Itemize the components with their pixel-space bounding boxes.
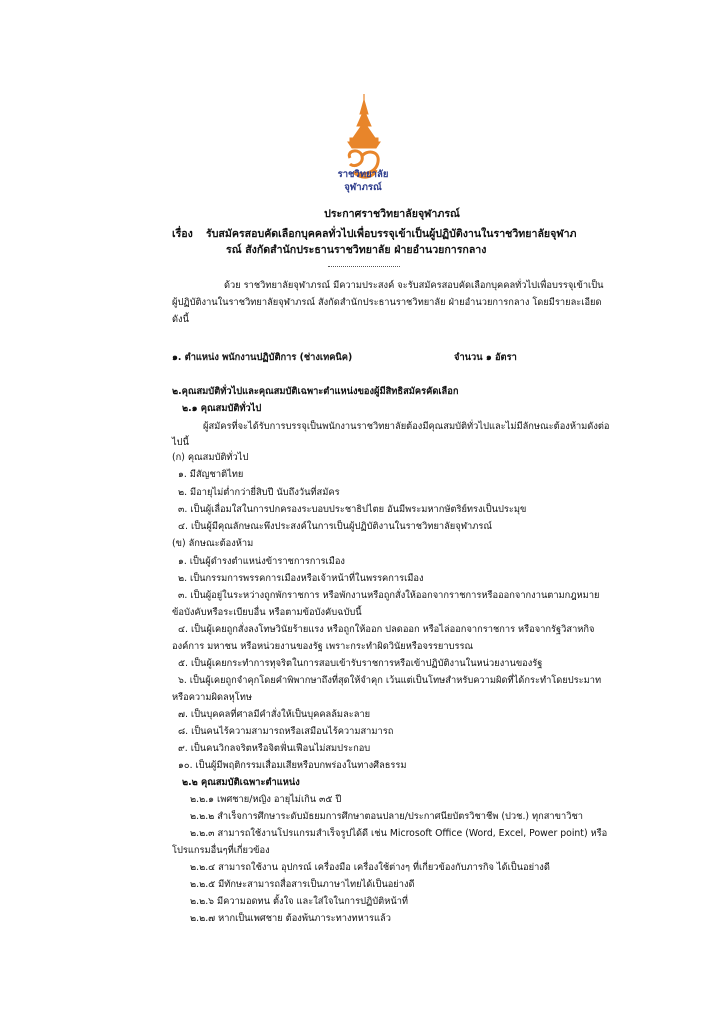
spec-item: ๒.๒.๔ สามารถใช้งาน อุปกรณ์ เครื่องมือ เครื่องใช้ต่างๆ ที่เกี่ยวข้องกับภารกิจ ได้เป็นอย่างดี [190,862,550,873]
group-b-item: ๖. เป็นผู้เคยถูกจำคุกโดยคำพิพากษาถึงที่สุดให้จำคุก เว้นแต่เป็นโทษสำหรับความผิดที่ได้กระทำโดยประมาท [178,675,602,686]
intro-line2: ผู้ปฏิบัติงานในราชวิทยาลัยจุฬาภรณ์ สังกัดสำนักประธานราชวิทยาลัย ฝ่ายอำนวยการกลาง โดยมีรายละเอียด [172,297,602,308]
group-b-item: ๒. เป็นกรรมการพรรคการเมืองหรือเจ้าหน้าที่ในพรรคการเมือง [178,573,424,584]
subject-tag: เรื่อง [172,228,193,240]
section2-1-intro-line1: ผู้สมัครที่จะได้รับการบรรจุเป็นพนักงานราชวิทยาลัยต้องมีคุณสมบัติทั่วไปและไม่มีลักษณะต้องห้ามดังต่อ [203,421,610,432]
section2-1-title: ๒.๑ คุณสมบัติทั่วไป [182,403,262,414]
subject-line1: รับสมัครสอบคัดเลือกบุคคลทั่วไปเพื่อบรรจุเข้าเป็นผู้ปฏิบัติงานในราชวิทยาลัยจุฬาภ [206,228,577,240]
group-b-item: ๘. เป็นคนไร้ความสามารถหรือเสมือนไร้ความสามารถ [178,726,394,737]
position-title: ๑. ตำแหน่ง พนักงานปฏิบัติการ (ช่างเทคนิค) [172,352,353,363]
section2-1-intro-line2: ไปนี้ [172,437,189,448]
group-b-item: ๗. เป็นบุคคลที่ศาลมีคำสั่งให้เป็นบุคคลล้มละลาย [178,709,371,720]
spec-item: ๒.๒.๕ มีทักษะสามารถสื่อสารเป็นภาษาไทยได้เป็นอย่างดี [190,879,415,890]
intro-line3: ดังนี้ [172,314,189,325]
group-b-title: (ข) ลักษณะต้องห้าม [172,538,254,549]
group-a-title: (ก) คุณสมบัติทั่วไป [172,452,249,463]
logo-text-line2: จุฬาภรณ์ [344,182,382,193]
group-a-item: ๒. มีอายุไม่ต่ำกว่ายี่สิบปี นับถึงวันที่สมัคร [178,487,340,498]
group-b-item: ๕. เป็นผู้เคยกระทำการทุจริตในการสอบเข้ารับราชการหรือเข้าปฏิบัติงานในหน่วยงานของรัฐ [178,658,543,669]
spec-item-cont: โปรแกรมอื่นๆที่เกี่ยวข้อง [172,845,270,856]
group-a-item: ๑. มีสัญชาติไทย [178,469,244,480]
spec-item: ๒.๒.๓ สามารถใช้งานโปรแกรมสำเร็จรูปได้ดี เช่น Microsoft Office (Word, Excel, Power point) หรือ [190,828,608,839]
group-a-item: ๓. เป็นผู้เลื่อมใสในการปกครองระบอบประชาธิปไตย อันมีพระมหากษัตริย์ทรงเป็นประมุข [178,504,527,515]
spec-item: ๒.๒.๒ สำเร็จการศึกษาระดับมัธยมการศึกษาตอนปลาย/ประกาศนียบัตรวิชาชีพ (ปวช.) ทุกสาขาวิชา [190,811,583,822]
announcement-title: ประกาศราชวิทยาลัยจุฬาภรณ์ [324,208,460,220]
intro-line1: ด้วย ราชวิทยาลัยจุฬาภรณ์ มีความประสงค์ จะรับสมัครสอบคัดเลือกบุคคลทั่วไปเพื่อบรรจุเข้าเป็น [224,280,604,291]
group-b-item-cont: ข้อบังคับหรือระเบียบอื่น หรือตามข้อบังคับฉบับนี้ [172,607,362,618]
logo-text-line1: ราชวิทยาลัย [337,169,389,180]
group-a-item: ๔. เป็นผู้มีคุณลักษณะพึงประสงค์ในการเป็นผู้ปฏิบัติงานในราชวิทยาลัยจุฬาภรณ์ [178,521,493,532]
subject-line2: รณ์ สังกัดสำนักประธานราชวิทยาลัย ฝ่ายอำนวยการกลาง [226,244,487,256]
divider [328,266,400,267]
group-b-item-cont: หรือความผิดลหุโทษ [172,692,253,703]
spec-item: ๒.๒.๖ มีความอดทน ตั้งใจ และใส่ใจในการปฏิบัติหน้าที่ [190,896,409,907]
group-b-item-cont: องค์การ มหาชน หรือหน่วยงานของรัฐ เพราะกระทำผิดวินัยหรือจรรยาบรรณ [172,641,474,652]
position-count: จำนวน ๑ อัตรา [454,352,517,363]
group-b-item: ๑. เป็นผู้ดำรงตำแหน่งข้าราชการการเมือง [178,556,345,567]
group-b-item: ๙. เป็นคนวิกลจริตหรือจิตฟั่นเฟือนไม่สมประกอบ [178,743,371,754]
section2-title: ๒.คุณสมบัติทั่วไปและคุณสมบัติเฉพาะตำแหน่งของผู้มีสิทธิสมัครคัดเลือก [172,386,459,397]
spec-item: ๒.๒.๑ เพศชาย/หญิง อายุไม่เกิน ๓๕ ปี [190,794,342,805]
group-b-item: ๔. เป็นผู้เคยถูกสั่งลงโทษวินัยร้ายแรง หรือถูกให้ออก ปลดออก หรือไล่ออกจากราชการ หรือจากรัฐวิสาหกิจ [178,624,595,635]
section2-2-title: ๒.๒ คุณสมบัติเฉพาะตำแหน่ง [182,777,300,788]
group-b-item: ๑๐. เป็นผู้มีพฤติกรรมเสื่อมเสียหรือบกพร่องในทางศีลธรรม [178,760,407,771]
spec-item: ๒.๒.๗ หากเป็นเพศชาย ต้องพ้นภาระทางทหารแล้ว [190,913,391,924]
group-b-item: ๓. เป็นผู้อยู่ในระหว่างถูกพักราชการ หรือพักงานหรือถูกสั่งให้ออกจากราชการหรือออกจากงานตามกฎหมาย [178,590,600,601]
subject-block [172,226,612,258]
